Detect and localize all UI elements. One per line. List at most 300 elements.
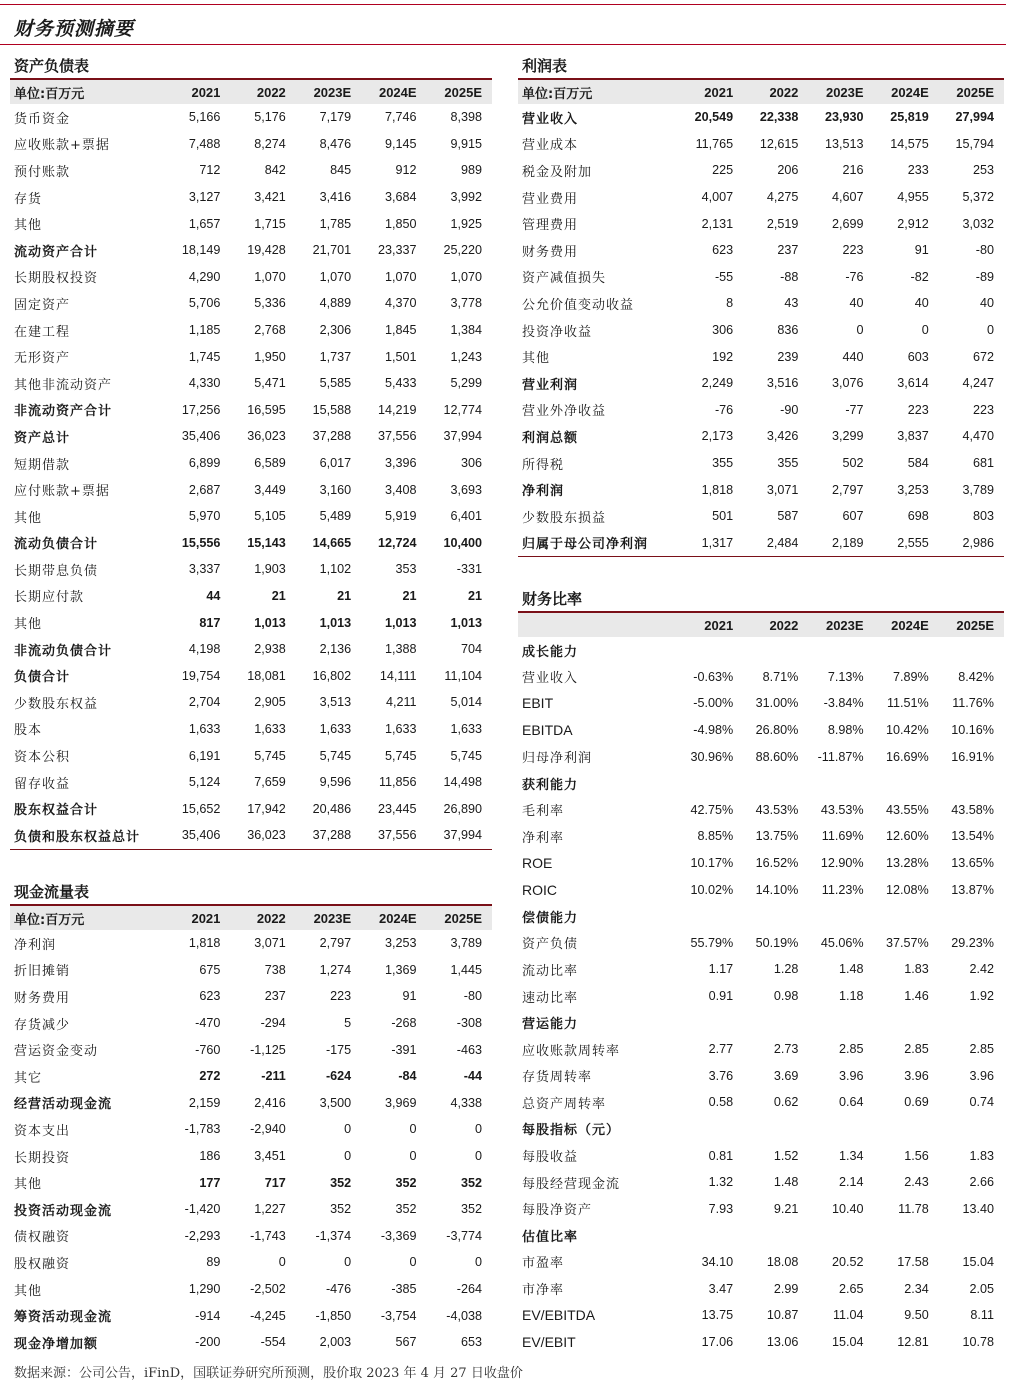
cell-value (939, 1116, 1004, 1143)
cell-value: 216 (842, 163, 864, 178)
cell-value: 4,198 (188, 642, 221, 657)
row-label: 固定资产 (14, 297, 71, 313)
cell-value: -914 (195, 1308, 221, 1323)
row-label: 财务费用 (522, 244, 579, 260)
cell-value: 352 (330, 1202, 352, 1217)
cell-value: 0 (278, 1255, 286, 1270)
table-row (10, 769, 492, 796)
cell-value: 37,994 (443, 429, 482, 444)
table-row (10, 317, 492, 344)
cell-value: 352 (395, 1202, 417, 1217)
cell-value: -476 (325, 1282, 352, 1297)
row-label: 其他非流动资产 (14, 377, 113, 393)
cell-value: 2.77 (708, 1042, 734, 1057)
cell-value: 5,471 (254, 376, 286, 391)
cell-value: 10.42% (886, 723, 929, 738)
cell-value: -760 (195, 1042, 221, 1057)
cell-value: 3,160 (319, 482, 352, 497)
cell-value: 15,556 (181, 535, 221, 550)
cell-value: 0 (344, 1122, 352, 1137)
cell-value: 2,131 (701, 216, 734, 231)
cell-value: 2.85 (904, 1042, 929, 1057)
cell-value: 8.98% (827, 723, 864, 738)
table-row (10, 556, 492, 583)
cell-value: -84 (398, 1069, 417, 1084)
cell-value: 4,370 (385, 296, 417, 311)
row-label: 每股净资产 (522, 1203, 593, 1219)
cell-value: 6,191 (188, 748, 221, 763)
cell-value: 13.28% (886, 856, 929, 871)
table-row (518, 476, 1004, 503)
cell-value: 16,595 (247, 402, 286, 417)
cell-value: 1,950 (254, 349, 286, 364)
header-unit-label: 单位:百万元 (10, 906, 165, 930)
cell-value: 1,013 (450, 615, 482, 630)
table-row (10, 1116, 492, 1143)
cell-value: 5,745 (319, 748, 352, 763)
cash-flow-title: 现金流量表 (14, 883, 90, 901)
cell-value: 2,484 (766, 535, 799, 550)
cell-value: 8 (726, 296, 734, 311)
table-row (10, 636, 492, 663)
cell-value: 803 (972, 509, 994, 524)
cell-value: 1,388 (385, 642, 417, 657)
row-label: 存货周转率 (522, 1070, 593, 1086)
cell-value: 5,372 (962, 190, 994, 205)
cell-value: 10.02% (690, 882, 734, 897)
table-row (10, 1276, 492, 1303)
cell-value: 3,299 (832, 429, 864, 444)
table-row (518, 423, 1004, 450)
row-label: 营运资金变动 (14, 1044, 99, 1060)
cash-flow-section (10, 880, 492, 1356)
cell-value: 3,071 (254, 936, 286, 951)
cell-value: 37,556 (378, 828, 417, 843)
cell-value: 2,768 (254, 323, 286, 338)
cell-value: 34.10 (701, 1254, 734, 1269)
table-row (10, 983, 492, 1010)
cell-value: 21 (402, 588, 417, 603)
cell-value: 223 (330, 989, 352, 1004)
cell-value: 567 (395, 1335, 417, 1350)
cell-value: 0 (474, 1255, 482, 1270)
header-year: 2022 (230, 80, 295, 104)
cell-value: 0 (856, 323, 864, 338)
cell-value: 0.64 (839, 1095, 864, 1110)
cell-value: 3,426 (766, 429, 799, 444)
cell-value: 5,166 (188, 110, 221, 125)
page-title: 财务预测摘要 (14, 18, 135, 40)
cell-value: 91 (914, 243, 929, 258)
cell-value: 13.75% (755, 829, 799, 844)
row-label: 成长能力 (522, 644, 579, 660)
table-row (10, 1063, 492, 1090)
cell-value: 587 (777, 509, 799, 524)
cell-value: 3.47 (708, 1281, 734, 1296)
header-year: 2021 (678, 80, 743, 104)
cell-value: 9.21 (773, 1201, 799, 1216)
row-label: EBIT (522, 695, 554, 712)
row-label: 资产减值损失 (522, 271, 607, 287)
cell-value: 352 (330, 1175, 352, 1190)
cell-value: 15.04 (832, 1334, 864, 1349)
cell-value: -2,940 (250, 1122, 286, 1137)
cell-value: 21 (467, 588, 482, 603)
cell-value: 31.00% (755, 696, 799, 711)
cell-value: 15,143 (247, 535, 286, 550)
cell-value: 712 (199, 163, 221, 178)
cell-value: -44 (463, 1069, 482, 1084)
cell-value: 8,476 (319, 136, 352, 151)
cell-value: 17,942 (247, 801, 286, 816)
cell-value: 2,249 (701, 376, 734, 391)
cell-value: 3,337 (188, 562, 221, 577)
cell-value: 2,986 (962, 535, 994, 550)
cell-value: 11,765 (695, 136, 734, 151)
row-label: 资本公积 (14, 750, 71, 766)
cell-value: 8.11 (970, 1308, 994, 1323)
cell-value: 186 (199, 1149, 221, 1164)
cell-value (743, 1222, 808, 1249)
row-label: 每股指标（元） (522, 1123, 621, 1139)
cell-value: -90 (780, 402, 799, 417)
cell-value: 16.69% (886, 749, 929, 764)
cell-value: 0.69 (904, 1095, 929, 1110)
table-row (518, 1222, 1004, 1249)
row-label: 财务费用 (14, 990, 71, 1006)
cell-value: 1,903 (254, 562, 286, 577)
cell-value: 3.96 (839, 1068, 864, 1083)
table-row (10, 1169, 492, 1196)
cell-value: 0 (409, 1255, 417, 1270)
cell-value: 623 (199, 989, 221, 1004)
table-bottom-rule (518, 556, 1004, 557)
cell-value: 1,633 (385, 721, 417, 736)
cell-value: 0 (409, 1122, 417, 1137)
cell-value: -624 (325, 1069, 352, 1084)
cell-value: 1.17 (708, 962, 734, 977)
cell-value: 1,745 (188, 349, 221, 364)
cell-value: 0 (474, 1122, 482, 1137)
header-year: 2024E (361, 906, 426, 930)
cell-value: 36,023 (247, 828, 286, 843)
ratios-table (518, 613, 1004, 1355)
table-row (10, 795, 492, 822)
table-row (518, 637, 1004, 664)
cell-value: 1,925 (450, 216, 482, 231)
cell-value: 37,288 (312, 429, 352, 444)
cell-value: 1.18 (839, 989, 864, 1004)
cell-value: 5,970 (188, 509, 221, 524)
table-row (518, 956, 1004, 983)
cell-value: 253 (972, 163, 994, 178)
balance-sheet-table (10, 80, 492, 849)
cell-value: 1.46 (904, 989, 929, 1004)
cell-value (678, 1116, 743, 1143)
cell-value: -331 (456, 562, 482, 577)
income-statement-title: 利润表 (522, 57, 568, 75)
cell-value: 5,919 (385, 509, 417, 524)
cell-value: 10.17% (690, 856, 734, 871)
table-row (518, 317, 1004, 344)
cell-value: 2.99 (773, 1281, 799, 1296)
cell-value: 989 (460, 163, 482, 178)
cell-value: 4,889 (319, 296, 352, 311)
cell-value: 237 (264, 989, 286, 1004)
cell-value: 5,336 (254, 296, 286, 311)
cell-value: 355 (777, 456, 799, 471)
header-year: 2023E (808, 613, 873, 637)
cell-value: 842 (264, 163, 286, 178)
cell-value: 17.06 (701, 1334, 734, 1349)
cell-value (743, 637, 808, 664)
row-label: 营业收入 (522, 671, 579, 687)
cell-value: -211 (261, 1069, 286, 1084)
row-label: 股本 (14, 723, 43, 739)
row-label: 长期应付款 (14, 590, 85, 606)
cell-value (939, 770, 1004, 797)
row-label: 流动资产合计 (14, 244, 99, 260)
cell-value: 23,930 (825, 110, 864, 125)
cell-value: 37,994 (443, 828, 482, 843)
cell-value: 3.76 (708, 1068, 734, 1083)
table-row (10, 1329, 492, 1356)
cell-value: 23,445 (378, 801, 417, 816)
cell-value: -3,774 (446, 1228, 482, 1243)
cell-value: 11.04 (832, 1308, 864, 1323)
cell-value: 43.53% (820, 802, 864, 817)
cell-value: 12.60% (886, 829, 929, 844)
header-year: 2021 (165, 906, 230, 930)
row-label: EV/EBIT (522, 1333, 576, 1350)
cell-value: 623 (712, 243, 734, 258)
cell-value: 88.60% (755, 749, 799, 764)
cell-value: 3,253 (385, 936, 417, 951)
cell-value: 233 (907, 163, 929, 178)
row-label: 净利润 (14, 937, 57, 953)
cell-value: 1,445 (450, 962, 482, 977)
cell-value: 12.90% (820, 856, 864, 871)
cell-value (874, 1116, 939, 1143)
table-row (10, 662, 492, 689)
cell-value: 352 (460, 1202, 482, 1217)
header-year: 2021 (165, 80, 230, 104)
row-label: 长期股权投资 (14, 271, 99, 287)
cell-value: 3,408 (385, 482, 417, 497)
cell-value: -80 (463, 989, 482, 1004)
cell-value (743, 1116, 808, 1143)
row-label: 股东权益合计 (14, 803, 99, 819)
header-year: 2023E (296, 906, 361, 930)
cell-value (939, 1009, 1004, 1036)
cell-value: 43 (784, 296, 799, 311)
cell-value: 1,384 (450, 323, 482, 338)
cell-value (874, 1222, 939, 1249)
row-label: 长期投资 (14, 1150, 71, 1166)
cell-value: 0 (409, 1149, 417, 1164)
cell-value: -76 (845, 269, 864, 284)
row-label: 流动比率 (522, 963, 579, 979)
cell-value: 7.93 (708, 1201, 734, 1216)
row-label: 总资产周转率 (522, 1096, 607, 1112)
row-label: 少数股东权益 (14, 696, 99, 712)
table-row (518, 797, 1004, 824)
cell-value: 15,588 (312, 402, 352, 417)
table-row (10, 1302, 492, 1329)
cell-value: 8.42% (958, 669, 994, 684)
table-row (518, 1328, 1004, 1355)
table-row (10, 184, 492, 211)
row-label: 存货减少 (14, 1017, 71, 1033)
cell-value: -80 (975, 243, 994, 258)
cell-value: -1,783 (184, 1122, 221, 1137)
cell-value: 12,774 (443, 402, 482, 417)
cell-value: -3.84% (823, 696, 864, 711)
row-label: 净利率 (522, 830, 565, 846)
cell-value: 4,247 (962, 376, 994, 391)
cell-value: 35,406 (181, 828, 221, 843)
row-label: ROE (522, 855, 553, 872)
row-label: 负债和股东权益总计 (14, 829, 141, 845)
cell-value: 29.23% (951, 935, 994, 950)
cell-value: 4,290 (188, 269, 221, 284)
header-year: 2022 (743, 613, 808, 637)
row-label: 现金净增加额 (14, 1336, 99, 1352)
row-label: 其他 (14, 218, 43, 234)
cell-value: 91 (402, 989, 417, 1004)
cell-value: 11,856 (378, 775, 417, 790)
cell-value: 1.28 (773, 962, 799, 977)
row-label: 毛利率 (522, 804, 565, 820)
cell-value: 3,789 (962, 482, 994, 497)
top-rule (0, 4, 1006, 5)
row-label: 货币资金 (14, 111, 71, 127)
cell-value: -1,125 (250, 1042, 286, 1057)
cell-value: 698 (907, 509, 929, 524)
row-label: 非流动负债合计 (14, 643, 113, 659)
cell-value: 6,899 (188, 456, 221, 471)
table-row (518, 690, 1004, 717)
table-row (10, 1010, 492, 1037)
cell-value: 2,555 (897, 535, 929, 550)
cell-value: 1,818 (701, 482, 734, 497)
cell-value: 3,253 (897, 482, 929, 497)
cell-value: 16.91% (951, 749, 994, 764)
cell-value: 16.52% (755, 856, 799, 871)
cell-value: 21 (337, 588, 352, 603)
row-label: 营业收入 (522, 111, 579, 127)
cell-value: 14,111 (379, 668, 417, 683)
cell-value: 2,159 (188, 1095, 221, 1110)
cell-value (939, 637, 1004, 664)
table-row (518, 983, 1004, 1010)
table-row (518, 930, 1004, 957)
cell-value: 9,915 (450, 136, 482, 151)
cell-value: 0 (921, 323, 929, 338)
cell-value: 25,819 (890, 110, 929, 125)
cell-value (808, 1009, 873, 1036)
row-label: 投资净收益 (522, 324, 593, 340)
cell-value: 3,416 (319, 190, 352, 205)
cell-value: 37,556 (378, 429, 417, 444)
cell-value: 3.69 (773, 1068, 799, 1083)
cell-value: 6,589 (254, 456, 286, 471)
cell-value: 11.23% (821, 882, 864, 897)
table-row (10, 450, 492, 477)
cell-value: 607 (842, 509, 864, 524)
cell-value: 223 (907, 402, 929, 417)
cell-value: 9,145 (385, 136, 417, 151)
table-row (10, 1036, 492, 1063)
cell-value: 0.91 (708, 989, 734, 1004)
table-row (10, 530, 492, 557)
cell-value: 12.81 (897, 1334, 929, 1349)
row-label: 经营活动现金流 (14, 1097, 113, 1113)
table-row (10, 397, 492, 424)
cell-value: 1.48 (773, 1175, 799, 1190)
cell-value: 584 (907, 456, 929, 471)
cell-value: 8,274 (254, 136, 286, 151)
cell-value: 5,745 (450, 748, 482, 763)
table-row (518, 1195, 1004, 1222)
cell-value: 7,179 (319, 110, 352, 125)
cell-value: 1,715 (254, 216, 286, 231)
cell-value: 2.85 (839, 1042, 864, 1057)
table-row (518, 503, 1004, 530)
cell-value: 13.87% (951, 882, 994, 897)
cell-value: -294 (260, 1016, 286, 1031)
table-row (10, 609, 492, 636)
cell-value: 1,070 (254, 269, 286, 284)
cell-value: 3.96 (969, 1068, 994, 1083)
cell-value: 10.40 (832, 1201, 864, 1216)
cell-value: 0 (474, 1149, 482, 1164)
cell-value: 25,220 (443, 243, 482, 258)
cell-value: -82 (910, 269, 929, 284)
cell-value: 13.40 (962, 1201, 994, 1216)
cell-value: -391 (391, 1042, 417, 1057)
row-label: 营运能力 (522, 1017, 579, 1033)
cell-value: 355 (712, 456, 734, 471)
cell-value: 738 (264, 962, 286, 977)
row-label: 归母净利润 (522, 751, 593, 767)
table-row (518, 104, 1004, 131)
cell-value: -3,754 (380, 1308, 417, 1323)
row-label: 其它 (14, 1070, 43, 1086)
row-label: 资本支出 (14, 1123, 71, 1139)
cell-value: 817 (199, 615, 221, 630)
header-year: 2025E (427, 906, 492, 930)
row-label: 资产负债 (522, 937, 579, 953)
cell-value: 5 (344, 1016, 352, 1031)
cell-value: -268 (391, 1016, 417, 1031)
row-label: 营业费用 (522, 191, 579, 207)
header-year: 2024E (874, 613, 939, 637)
cell-value: 4,007 (701, 190, 734, 205)
cell-value: 40 (979, 296, 994, 311)
cell-value: 8,398 (450, 110, 482, 125)
cell-value: 4,338 (450, 1095, 482, 1110)
row-label: 营业成本 (522, 138, 579, 154)
row-label: 公允价值变动收益 (522, 297, 635, 313)
table-row (518, 1089, 1004, 1116)
table-header-row (10, 80, 492, 104)
cell-value: 43.58% (951, 802, 994, 817)
cell-value: 14,575 (890, 136, 929, 151)
cell-value: 21,701 (312, 243, 352, 258)
cell-value: 1,070 (450, 269, 482, 284)
cell-value (678, 1009, 743, 1036)
